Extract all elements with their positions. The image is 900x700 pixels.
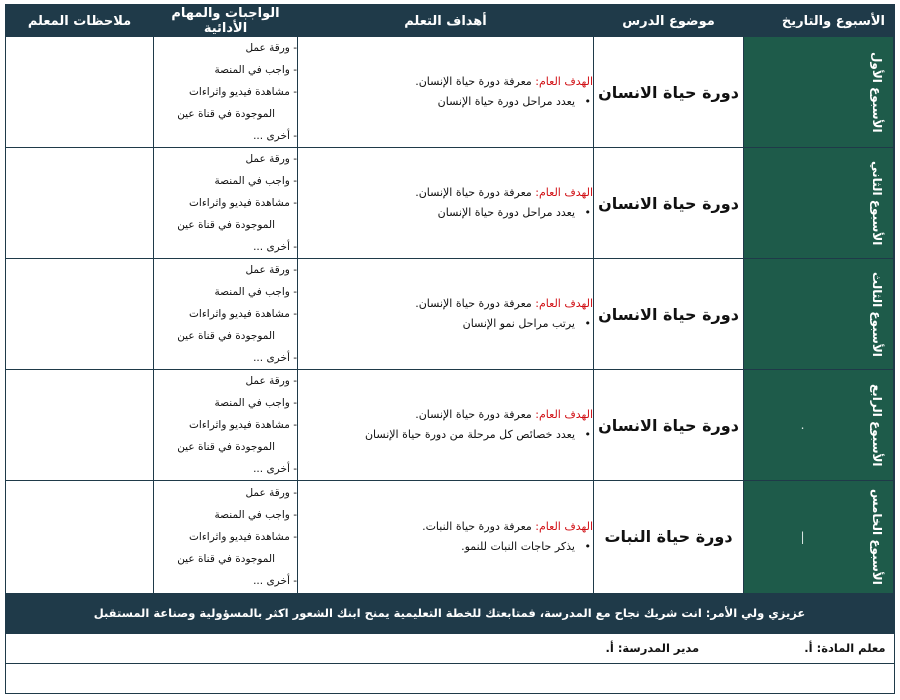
bullet-icon: • <box>584 317 591 330</box>
week-date <box>744 148 861 258</box>
task-item: - ورقة عمل <box>245 375 297 387</box>
week-cell <box>744 37 894 148</box>
objective-text: يرتب مراحل نمو الإنسان <box>462 317 575 330</box>
teacher-notes[interactable] <box>6 37 154 148</box>
tasks-list <box>154 259 298 370</box>
task-item: - ورقة عمل <box>245 153 297 165</box>
learning-objectives <box>298 148 594 259</box>
task-item: - أخرى ... <box>253 463 297 475</box>
task-item: الموجودة في قناة عين <box>177 219 275 231</box>
parent-note: عزيزي ولي الأمر: انت شريك نجاح مع المدرسة، فمتابعتك للخطة التعليمية يمنح ابنك الشعور اكثر بالمسؤولية وصناعة المستقبل <box>6 593 894 633</box>
parent-note-row <box>6 593 894 633</box>
lesson-topic: دورة حياة الانسان <box>594 370 744 481</box>
week-name: الأسبوع الخامس <box>870 489 884 585</box>
task-item: - مشاهدة فيديو واثراءات <box>189 197 297 209</box>
tasks-list <box>154 370 298 481</box>
task-item: - واجب في المنصة <box>214 64 297 76</box>
teacher-notes[interactable] <box>6 370 154 481</box>
week-name: الأسبوع الرابع <box>870 383 884 467</box>
bullet-icon: • <box>584 539 591 553</box>
week-name: الأسبوع الثاني <box>870 160 884 246</box>
task-item: - مشاهدة فيديو واثراءات <box>189 530 297 543</box>
header-row <box>6 6 894 37</box>
task-item: - ورقة عمل <box>245 42 297 54</box>
goal-label: الهدف العام: <box>535 408 593 421</box>
task-item: - أخرى ... <box>253 241 297 253</box>
task-item: الموجودة في قناة عين <box>177 441 275 453</box>
lesson-topic: دورة حياة الانسان <box>594 148 744 259</box>
objective-text: يعدد خصائص كل مرحلة من دورة حياة الإنسان <box>364 428 575 441</box>
teacher-notes[interactable] <box>6 259 154 370</box>
learning-objectives <box>298 259 594 370</box>
task-item: الموجودة في قناة عين <box>177 108 275 120</box>
task-item: - أخرى ... <box>253 130 297 142</box>
task-item: الموجودة في قناة عين <box>177 330 275 342</box>
tasks-list <box>154 37 298 148</box>
week-row-4 <box>6 370 894 481</box>
goal-text: معرفة دورة حياة الإنسان. <box>415 75 536 88</box>
signature-row <box>6 633 894 663</box>
learning-objectives <box>298 37 594 148</box>
week-row-2 <box>6 148 894 259</box>
header-notes: ملاحظات المعلم <box>6 6 154 37</box>
lesson-topic: دورة حياة الانسان <box>594 37 744 148</box>
week-row-5 <box>6 481 894 594</box>
learning-objectives <box>298 481 594 594</box>
header-week: الأسبوع والتاريخ <box>744 6 894 37</box>
goal-text: معرفة دورة حياة النبات. <box>422 519 536 533</box>
week-cell <box>744 148 894 259</box>
objective-text: يذكر حاجات النبات للنمو. <box>461 539 575 553</box>
week-date: | <box>800 529 805 544</box>
week-date: . <box>800 418 805 432</box>
week-row-1 <box>6 37 894 148</box>
weekly-plan-table <box>5 5 894 664</box>
objective-text: يعدد مراحل دورة حياة الإنسان <box>437 95 575 108</box>
bullet-icon: • <box>584 95 591 108</box>
week-cell <box>744 481 894 594</box>
goal-label: الهدف العام: <box>535 186 593 199</box>
weekly-plan-sheet <box>5 4 895 694</box>
week-cell <box>744 259 894 370</box>
goal-label: الهدف العام: <box>535 519 593 533</box>
goal-text: معرفة دورة حياة الإنسان. <box>415 297 536 310</box>
objective-text: يعدد مراحل دورة حياة الإنسان <box>437 206 575 219</box>
goal-label: الهدف العام: <box>535 75 593 88</box>
task-item: - مشاهدة فيديو واثراءات <box>189 419 297 431</box>
week-name: الأسبوع الثالث <box>870 271 884 357</box>
header-tasks: الواجبات والمهام الأدائية <box>154 6 298 37</box>
header-objectives: أهداف التعلم <box>298 6 594 37</box>
task-item: - أخرى ... <box>253 574 297 587</box>
week-cell <box>744 370 894 481</box>
task-item: - واجب في المنصة <box>214 508 297 521</box>
task-item: - واجب في المنصة <box>214 175 297 187</box>
goal-label: الهدف العام: <box>535 297 593 310</box>
tasks-list <box>154 481 298 594</box>
subject-teacher-label: معلم المادة: أ. <box>804 641 886 656</box>
week-date <box>744 259 861 369</box>
task-item: - واجب في المنصة <box>214 286 297 298</box>
task-item: - ورقة عمل <box>245 486 297 499</box>
tasks-list <box>154 148 298 259</box>
teacher-notes[interactable] <box>6 481 154 594</box>
learning-objectives <box>298 370 594 481</box>
principal-label: مدير المدرسة: أ. <box>605 641 700 656</box>
task-item: - مشاهدة فيديو واثراءات <box>189 86 297 98</box>
task-item: - واجب في المنصة <box>214 397 297 409</box>
goal-text: معرفة دورة حياة الإنسان. <box>415 408 536 421</box>
header-topic: موضوع الدرس <box>594 6 744 37</box>
goal-text: معرفة دورة حياة الإنسان. <box>415 186 536 199</box>
lesson-topic: دورة حياة الانسان <box>594 259 744 370</box>
task-item: - أخرى ... <box>253 352 297 364</box>
week-name: الأسبوع الأول <box>870 51 884 133</box>
bullet-icon: • <box>584 206 591 219</box>
week-date <box>744 37 861 147</box>
task-item: - ورقة عمل <box>245 264 297 276</box>
bullet-icon: • <box>584 428 591 441</box>
lesson-topic: دورة حياة النبات <box>594 481 744 594</box>
week-row-3 <box>6 259 894 370</box>
task-item: الموجودة في قناة عين <box>177 552 275 565</box>
task-item: - مشاهدة فيديو واثراءات <box>189 308 297 320</box>
teacher-notes[interactable] <box>6 148 154 259</box>
